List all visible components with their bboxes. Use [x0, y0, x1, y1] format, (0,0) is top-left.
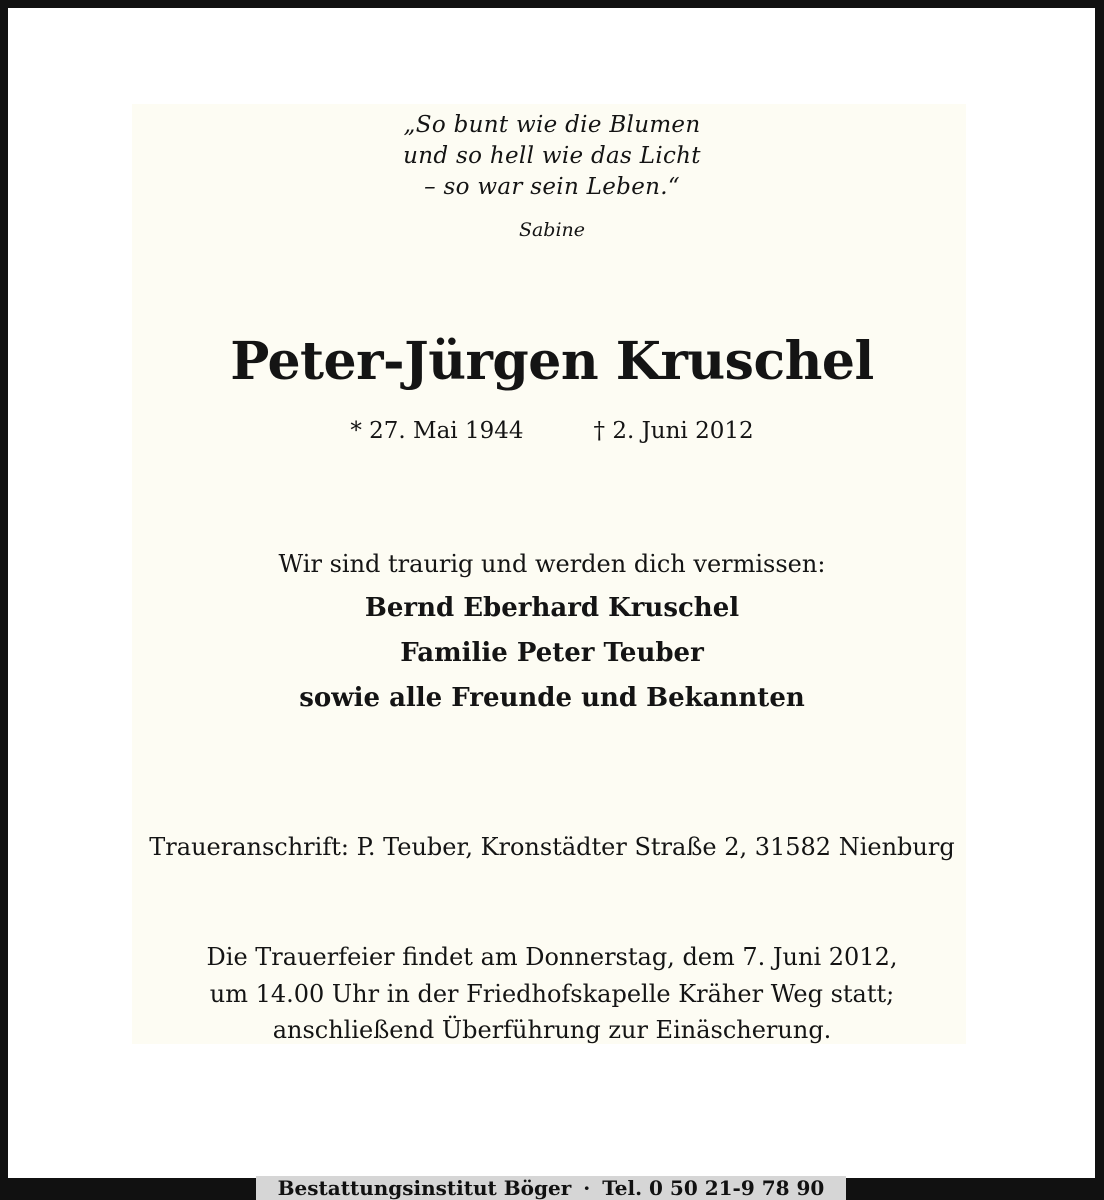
life-dates: [0, 418, 1104, 444]
mourners-intro: Wir sind traurig und werden dich vermissen:: [278, 550, 826, 578]
ceremony-line-1: Die Trauerfeier findet am Donnerstag, dem 7. Juni 2012,: [206, 943, 898, 971]
funeral-home-name: Bestattungsinstitut Böger: [277, 1176, 572, 1200]
mourner-name-3: sowie alle Freunde und Bekannten: [299, 683, 805, 713]
death-date: † 2. Juni 2012: [593, 418, 754, 444]
mourner-name-1: Bernd Eberhard Kruschel: [364, 593, 740, 623]
mourning-address: Traueranschrift: P. Teuber, Kronstädter Straße 2, 31582 Nienburg: [149, 833, 955, 861]
mourner-name-2: Familie Peter Teuber: [400, 638, 704, 668]
ceremony-line-3: anschließend Überführung zur Einäscherung.: [272, 1016, 832, 1044]
footer-separator: ·: [583, 1176, 591, 1200]
deceased-name: Peter-Jürgen Kruschel: [230, 331, 874, 392]
quote-line-3: – so war sein Leben.“: [424, 174, 680, 200]
quote-line-2: und so hell wie das Licht: [403, 143, 701, 169]
quote-author: Sabine: [518, 219, 586, 241]
quote-line-1: „So bunt wie die Blumen: [403, 112, 701, 138]
funeral-home-phone: Tel. 0 50 21-9 78 90: [602, 1176, 825, 1200]
ceremony-line-2: um 14.00 Uhr in der Friedhofskapelle Kräher Weg statt;: [209, 980, 895, 1008]
funeral-home-footer: [256, 1176, 846, 1200]
birth-date: * 27. Mai 1944: [350, 418, 524, 444]
